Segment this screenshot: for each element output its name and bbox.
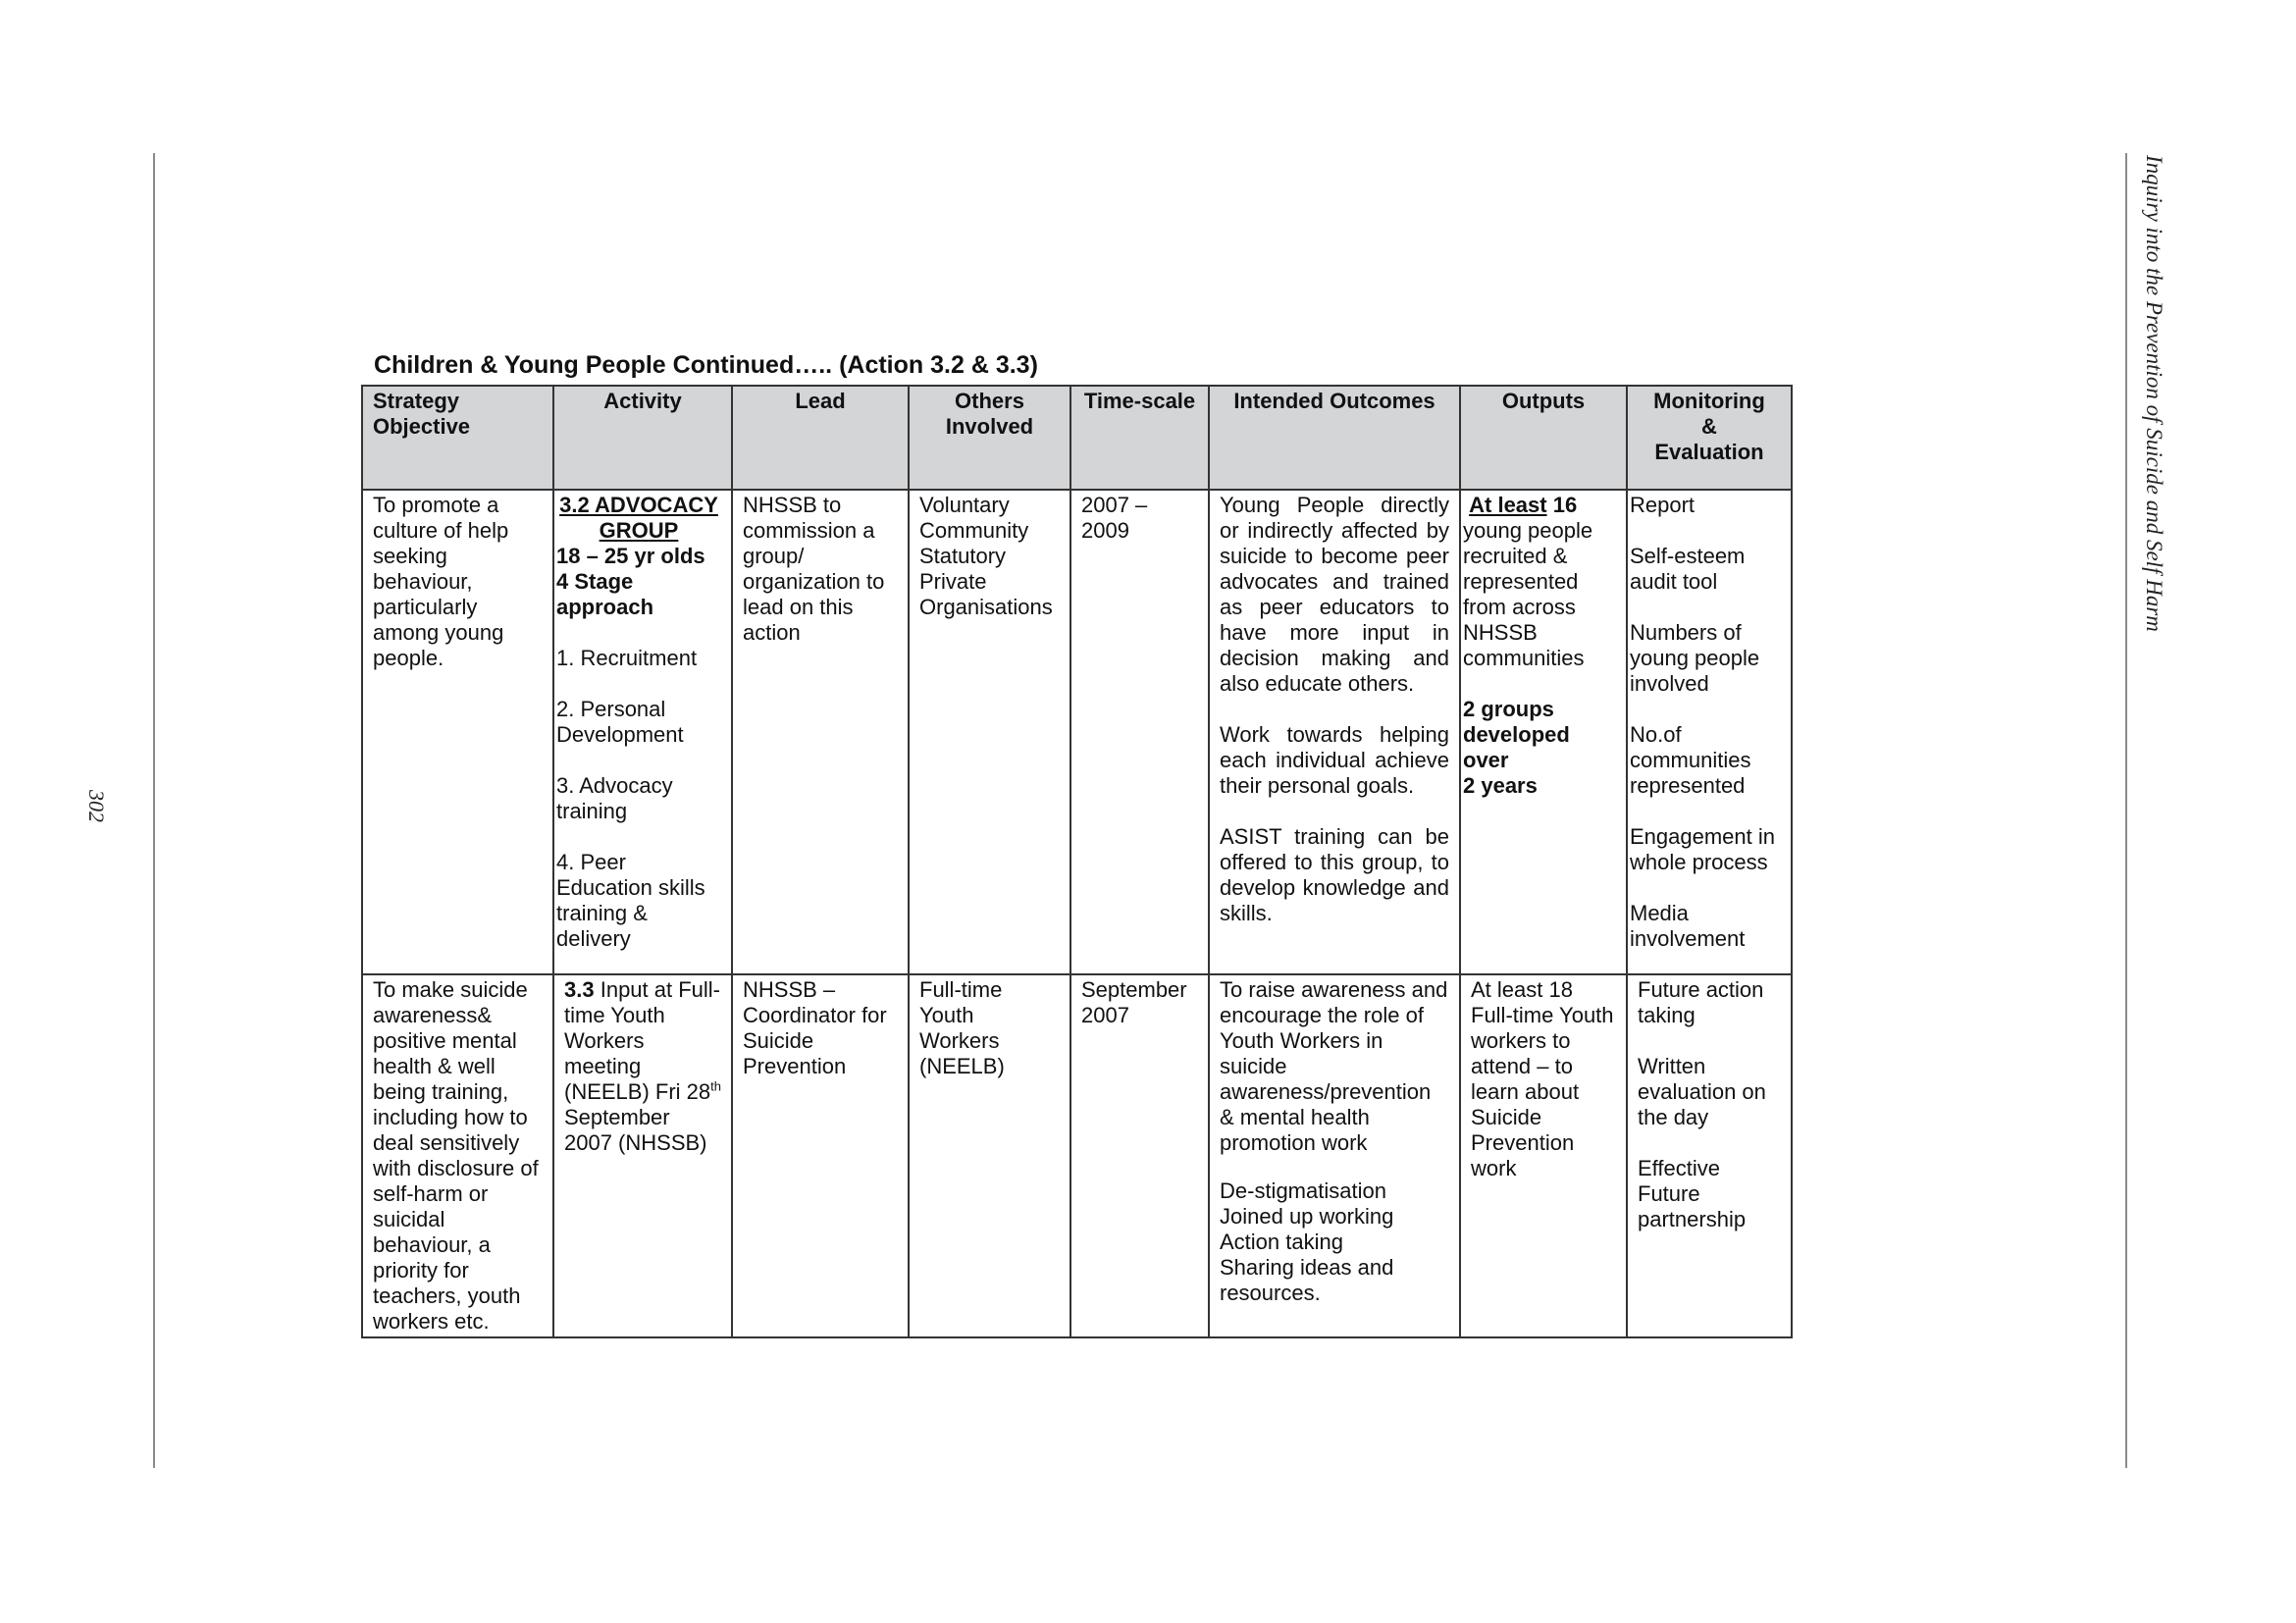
activity-age-range: 18 – 25 yr olds: [556, 544, 705, 568]
left-margin-rule: [153, 153, 155, 1468]
outcome-paragraph-1: To raise awareness and encourage the role of Youth Workers in suicide awareness/prevention & mental health promotion work: [1220, 977, 1448, 1155]
others-voluntary: Voluntary: [919, 493, 1010, 517]
outputs-at-least: At least: [1469, 493, 1547, 517]
header-lead: Lead: [732, 386, 909, 490]
header-monitoring-evaluation: [1627, 386, 1792, 490]
outputs-recruitment-text: young people recruited & represented from across NHSSB communities: [1463, 518, 1593, 670]
cell-strategy-objective: To promote a culture of help seeking behaviour, particularly among young people.: [362, 490, 553, 974]
monitoring-numbers: Numbers of young people involved: [1630, 620, 1760, 696]
monitoring-engagement: Engagement in whole process: [1630, 824, 1775, 874]
running-header: Inquiry into the Prevention of Suicide and Self Harm: [2142, 155, 2166, 632]
header-activity: Activity: [553, 386, 732, 490]
outcome-paragraph-1: Young People directly or indirectly affected by suicide to become peer advocates and trained as peer educators to have more input in decision making and also educate others.: [1220, 493, 1449, 696]
cell-lead: NHSSB to commission a group/ organization to lead on this action: [732, 490, 909, 974]
activity-step-3: 3. Advocacy training: [556, 773, 673, 823]
activity-number: 3.3: [564, 977, 595, 1002]
header-others-involved: Others Involved: [909, 386, 1070, 490]
cell-strategy-objective: To make suicide awareness& positive mental health & well being training, including how to deal sensitively with disclosure of self-harm or suicidal behaviour, a priority for teachers, youth workers etc.: [362, 974, 553, 1337]
cell-outputs: [1460, 490, 1627, 974]
outputs-groups-line2: developed: [1463, 722, 1570, 747]
activity-approach: 4 Stage approach: [556, 569, 654, 619]
cell-lead: NHSSB – Coordinator for Suicide Prevention: [732, 974, 909, 1337]
page-number: 302: [84, 790, 109, 822]
outcome-paragraph-2: Work towards helping each individual achieve their personal goals.: [1220, 722, 1449, 798]
activity-date-suffix: th: [710, 1078, 721, 1094]
cell-intended-outcomes: [1209, 974, 1460, 1337]
outcome-action-taking: Action taking: [1220, 1230, 1343, 1254]
action-plan-table: [361, 385, 1793, 1338]
monitoring-future-action: Future action taking: [1638, 977, 1764, 1027]
right-margin-rule: [2125, 153, 2127, 1468]
header-monitoring-line1: Monitoring: [1653, 389, 1765, 413]
cell-time-scale: September 2007: [1070, 974, 1209, 1337]
section-title: Children & Young People Continued….. (Action 3.2 & 3.3): [374, 351, 1038, 379]
monitoring-written-evaluation: Written evaluation on the day: [1638, 1054, 1766, 1129]
header-monitoring-line2: &: [1701, 414, 1717, 439]
activity-step-2: 2. Personal Development: [556, 697, 684, 747]
monitoring-media: Media involvement: [1630, 901, 1746, 951]
outcome-paragraph-3: ASIST training can be offered to this group, to develop knowledge and skills.: [1220, 824, 1449, 925]
outputs-recruitment: [1463, 493, 1616, 671]
monitoring-communities: No.of communities represented: [1630, 722, 1751, 798]
others-community: Community: [919, 518, 1029, 543]
outputs-groups-line3: over: [1463, 748, 1509, 772]
outputs-groups-line4: 2 years: [1463, 773, 1538, 798]
table-header-row: [362, 386, 1792, 490]
cell-outputs: At least 18 Full-time Youth workers to attend – to learn about Suicide Prevention work: [1460, 974, 1627, 1337]
cell-others-involved: [909, 490, 1070, 974]
others-private: Private: [919, 569, 987, 594]
table-row-advocacy-group: [362, 490, 1792, 974]
activity-text-b: September 2007 (NHSSB): [564, 1105, 707, 1155]
cell-monitoring: [1627, 974, 1792, 1337]
activity-title-line1: 3.2 ADVOCACY: [559, 493, 718, 517]
monitoring-report: Report: [1630, 493, 1696, 517]
header-strategy-objective: Strategy Objective: [362, 386, 553, 490]
cell-activity: [553, 974, 732, 1337]
cell-activity: [553, 490, 732, 974]
monitoring-partnership: Effective Future partnership: [1638, 1156, 1747, 1231]
header-time-scale: Time-scale: [1070, 386, 1209, 490]
outputs-groups-line1: 2 groups: [1463, 697, 1554, 721]
activity-text-a: Input at Full-time Youth Workers meeting (NEELB) Fri 28: [564, 977, 720, 1104]
cell-time-scale: 2007 – 2009: [1070, 490, 1209, 974]
outcome-destigmatisation: De-stigmatisation: [1220, 1178, 1386, 1203]
cell-intended-outcomes: [1209, 490, 1460, 974]
outcome-sharing: Sharing ideas and resources.: [1220, 1255, 1394, 1305]
cell-others-involved: Full-time Youth Workers (NEELB): [909, 974, 1070, 1337]
activity-step-1: 1. Recruitment: [556, 646, 698, 670]
activity-title-line2: GROUP: [599, 518, 679, 543]
monitoring-self-esteem: Self-esteem audit tool: [1630, 544, 1746, 594]
cell-monitoring: [1627, 490, 1792, 974]
table-row-youth-workers-training: [362, 974, 1792, 1337]
header-monitoring-line3: Evaluation: [1654, 440, 1764, 464]
others-organisations: Organisations: [919, 595, 1053, 619]
header-outputs: Outputs: [1460, 386, 1627, 490]
activity-step-4: 4. Peer Education skills training & delivery: [556, 850, 705, 951]
outputs-count: 16: [1552, 493, 1578, 517]
outcome-joined-up: Joined up working: [1220, 1204, 1394, 1229]
others-statutory: Statutory: [919, 544, 1007, 568]
header-intended-outcomes: Intended Outcomes: [1209, 386, 1460, 490]
